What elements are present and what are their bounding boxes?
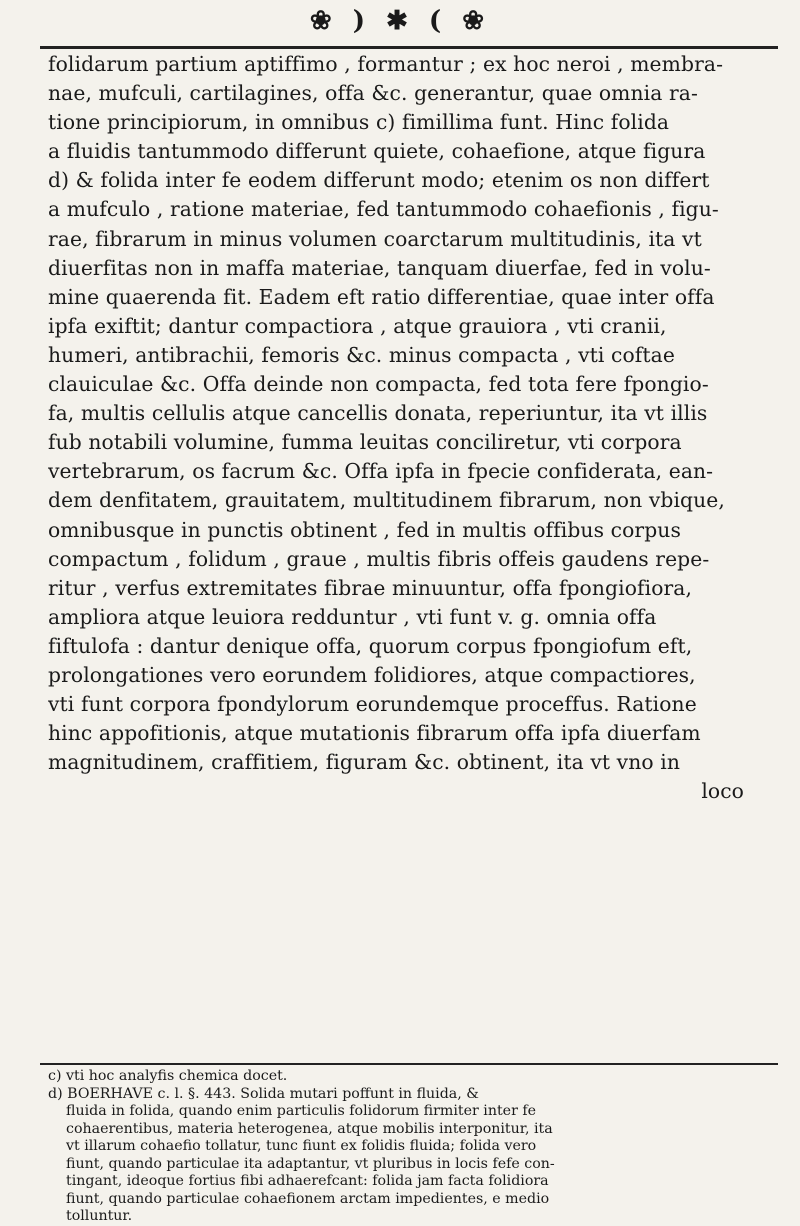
main-text-block [48, 50, 772, 806]
footnote-line: fiunt, quando particulae cohaefionem arctam impedientes, e medio [66, 1190, 550, 1207]
text-line: ampliora atque leuiora redduntur , vti funt v. g. omnia offa [48, 604, 657, 629]
footnote-c: c) vti hoc analyfis chemica docet. [48, 1068, 288, 1084]
text-line: a mufculo , ratione materiae, fed tantummodo cohaefionis , figu- [48, 197, 719, 222]
running-head: ❀ ) ✱ ( ❀ [309, 6, 491, 36]
text-line: ipfa exiftit; dantur compactiora , atque grauiora , vti cranii, [48, 313, 667, 338]
text-line: hinc appofitionis, atque mutationis fibrarum offa ipfa diuerfam [48, 721, 701, 746]
footnote-line: fluida in folida, quando enim particulis folidorum firmiter inter fe [66, 1103, 537, 1119]
text-line: humeri, antibrachii, femoris &c. minus compacta , vti coftae [48, 342, 675, 367]
footnote-rule [40, 1063, 778, 1065]
text-line: dem denfitatem, grauitatem, multitudinem fibrarum, non vbique, [48, 488, 725, 513]
text-line: d) & folida inter fe eodem differunt modo; etenim os non differt [48, 168, 710, 193]
footnote-line: tolluntur. [66, 1208, 133, 1224]
text-line: magnitudinem, craffitiem, figuram &c. obtinent, ita vt vno in [48, 750, 680, 775]
header-rule [40, 46, 778, 49]
text-line: prolongationes vero eorundem folidiores, atque compactiores, [48, 662, 696, 687]
text-line: a fluidis tantummodo differunt quiete, cohaefione, atque figura [48, 139, 706, 164]
text-line: fiftulofa : dantur denique offa, quorum corpus fpongiofum eft, [48, 633, 693, 658]
text-line: diuerfitas non in maffa materiae, tanquam diuerfae, fed in volu- [48, 255, 711, 280]
catchword: loco [701, 779, 744, 804]
text-line: ritur , verfus extremitates fibrae minuuntur, offa fpongiofiora, [48, 575, 693, 600]
text-line: clauiculae &c. Offa deinde non compacta, fed tota fere fpongio- [48, 372, 709, 397]
text-line: compactum , folidum , graue , multis fibris offeis gaudens repe- [48, 546, 710, 571]
text-line: tione principiorum, in omnibus c) fimillima funt. Hinc folida [48, 110, 670, 135]
footnote-line: fiunt, quando particulae ita adaptantur, vt pluribus in locis fefe con- [66, 1155, 555, 1172]
text-line: omnibusque in punctis obtinent , fed in multis offibus corpus [48, 517, 681, 542]
footnote-d: d) BOERHAVE c. l. §. 443. Solida mutari poffunt in fluida, & [48, 1085, 479, 1102]
text-line: nae, mufculi, cartilagines, offa &c. generantur, quae omnia ra- [48, 81, 698, 106]
footnote-line: cohaerentibus, materia heterogenea, atque mobilis interponitur, ita [66, 1120, 553, 1137]
text-line: fub notabili volumine, fumma leuitas conciliretur, vti corpora [48, 430, 682, 455]
text-line: rae, fibrarum in minus volumen coarctarum multitudinis, ita vt [48, 226, 702, 251]
text-line: fa, multis cellulis atque cancellis donata, reperiuntur, ita vt illis [48, 401, 708, 426]
footnotes-block [48, 1068, 772, 1226]
footnote-line: vt illarum cohaefio tollatur, tunc fiunt ex folidis fluida; folida vero [66, 1138, 537, 1154]
footnote-line: tingant, ideoque fortius fibi adhaerefcant: folida jam facta folidiora [66, 1173, 549, 1189]
text-line: folidarum partium aptiffimo , formantur ; ex hoc neroi , membra- [48, 52, 724, 76]
text-line: mine quaerenda fit. Eadem eft ratio differentiae, quae inter offa [48, 284, 715, 309]
text-line: vti funt corpora fpondylorum eorundemque proceffus. Ratione [48, 692, 697, 717]
text-line: vertebrarum, os facrum &c. Offa ipfa in fpecie confiderata, ean- [48, 459, 714, 484]
